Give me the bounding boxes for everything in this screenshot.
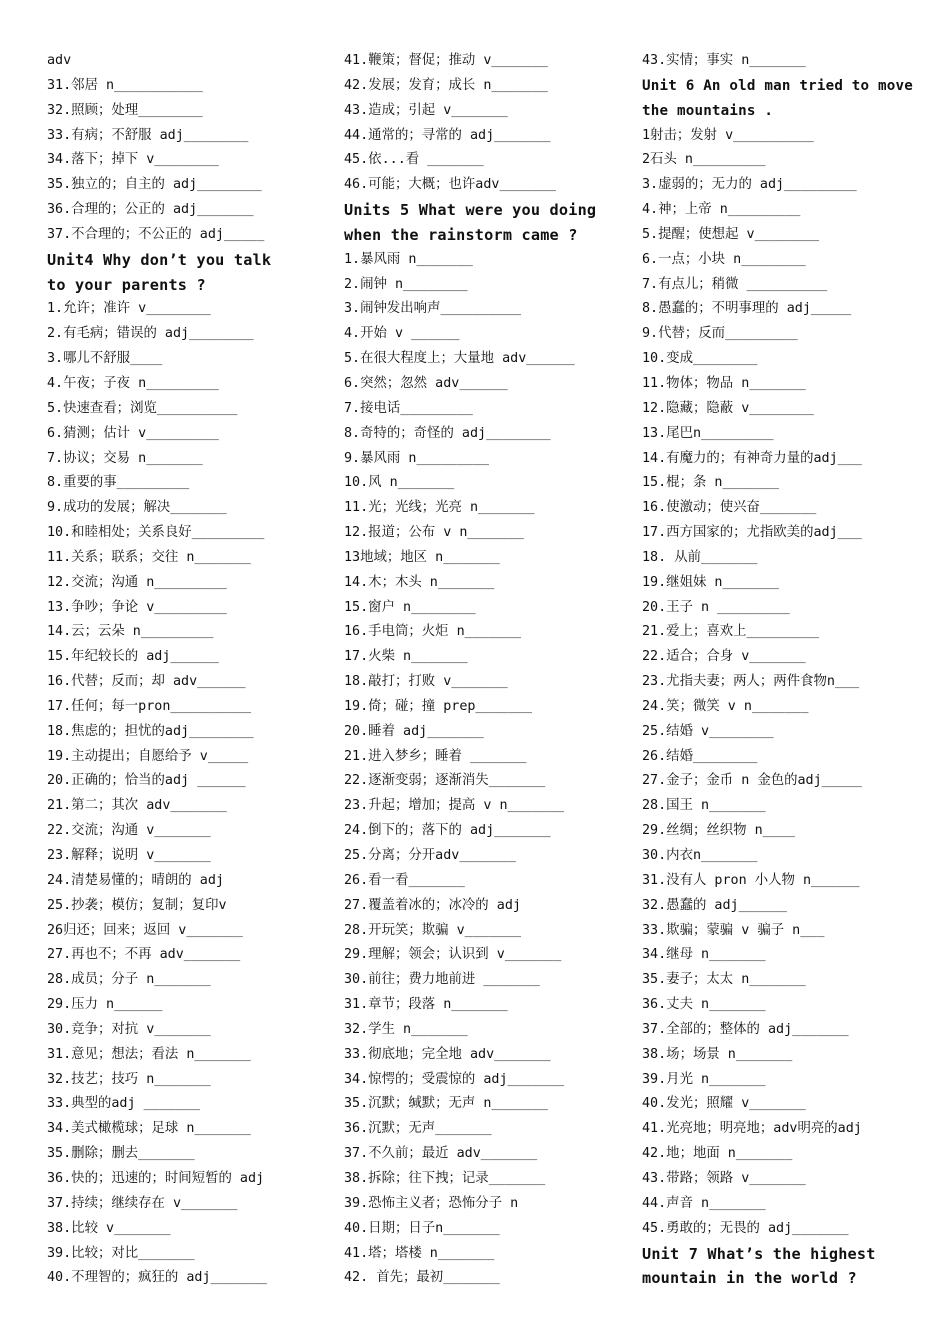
vocab-line: 31.邻居 n___________ xyxy=(47,77,203,93)
vocab-line: 26.结婚________ xyxy=(642,748,758,764)
vocab-line: 26归还；回来；返回 v_______ xyxy=(47,922,243,938)
unit-heading: Unit4 Why don’t you talk xyxy=(47,250,272,269)
vocab-line: 34.继母 n_______ xyxy=(642,947,766,963)
vocab-line: 27.再也不；不再 adv_______ xyxy=(47,947,241,963)
vocab-line: 28.国王 n_______ xyxy=(642,798,766,814)
vocab-line: 13.尾巴n_________ xyxy=(642,425,774,441)
vocab-line: 27.金子；金币 n 金色的adj_____ xyxy=(642,773,862,789)
vocab-line: 36.快的；迅速的；时间短暂的 adj xyxy=(47,1170,265,1186)
vocab-line: 11.关系；联系；交往 n_______ xyxy=(47,549,251,565)
vocab-line: 3.虚弱的；无力的 adj_________ xyxy=(642,177,857,193)
vocab-line: 21.爱上；喜欢上_________ xyxy=(642,624,820,640)
vocab-line: 37.全部的；整体的 adj_______ xyxy=(642,1021,849,1037)
vocab-line: 6.突然；忽然 adv______ xyxy=(344,375,508,391)
vocab-line: 29.压力 n______ xyxy=(47,997,163,1013)
vocab-line: 37.不合理的；不公正的 adj_____ xyxy=(47,226,265,242)
vocab-line: 4.开始 v ______ xyxy=(344,326,460,342)
vocab-line: 18.焦虑的；担忧的adj________ xyxy=(47,723,254,739)
vocab-line: 30.前往；费力地前进 _______ xyxy=(344,972,540,988)
vocab-line: 10.变成________ xyxy=(642,351,758,367)
vocab-line: 31.没有人 pron 小人物 n______ xyxy=(642,872,860,888)
vocab-line: 25.结婚 v________ xyxy=(642,723,774,739)
vocab-line: 45.勇敢的；无畏的 adj_______ xyxy=(642,1220,849,1236)
vocab-line: 37.不久前；最近 adv_______ xyxy=(344,1146,538,1162)
vocab-line: 30.内衣n_______ xyxy=(642,848,758,863)
vocab-line: 8.奇特的；奇怪的 adj________ xyxy=(344,425,551,441)
column-2 xyxy=(344,49,629,1291)
vocab-line: 40.不理智的；疯狂的 adj_______ xyxy=(47,1270,267,1286)
vocab-line: 39.月光 n_______ xyxy=(642,1071,766,1087)
vocab-line: 36.丈夫 n_______ xyxy=(642,997,766,1013)
vocab-line: 4.神；上帝 n_________ xyxy=(642,202,801,218)
vocab-line: 27.覆盖着冰的；冰冷的 adj xyxy=(344,897,521,913)
vocab-line: 12.隐藏；隐蔽 v________ xyxy=(642,400,814,416)
vocab-line: 31.意见；想法；看法 n_______ xyxy=(47,1046,251,1062)
vocab-line: 24.清楚易懂的；晴朗的 adj xyxy=(47,872,224,888)
vocab-line: 24.笑；微笑 v n_______ xyxy=(642,698,809,714)
vocab-line: 22.交流；沟通 v_______ xyxy=(47,823,211,839)
vocab-line: 28.开玩笑；欺骗 v_______ xyxy=(344,922,522,938)
column-1 xyxy=(47,49,332,1291)
vocab-line: 5.在很大程度上；大量地 adv______ xyxy=(344,351,575,367)
vocab-line: 36.沉默；无声_______ xyxy=(344,1121,492,1137)
vocab-line: 33.典型的adj _______ xyxy=(47,1096,201,1112)
vocab-line: 16.使激动；使兴奋_______ xyxy=(642,500,817,516)
vocab-line: 32.照顾；处理________ xyxy=(47,102,203,118)
vocab-line: 17.火柴 n_______ xyxy=(344,649,468,665)
vocab-line: 3.闹钟发出响声__________ xyxy=(344,301,522,317)
vocab-line: 23.升起；增加；提高 v n_______ xyxy=(344,798,564,814)
vocab-line: 29.理解；领会；认识到 v_______ xyxy=(344,947,562,963)
vocab-line: 15.年纪较长的 adj______ xyxy=(47,649,219,665)
vocab-line: 39.恐怖主义者；恐怖分子 n xyxy=(344,1195,519,1211)
vocab-line: 6.猜测；估计 v_________ xyxy=(47,425,219,441)
vocab-line: 22.逐渐变弱；逐渐消失_______ xyxy=(344,773,546,789)
vocab-line: 3.哪儿不舒服____ xyxy=(47,351,163,367)
vocab-line: 12.交流；沟通 n_________ xyxy=(47,574,227,590)
vocab-line: 44.声音 n_______ xyxy=(642,1195,766,1211)
vocab-line: 41.鞭策；督促；推动 v_______ xyxy=(344,53,548,68)
vocab-line: 1.暴风雨 n_______ xyxy=(344,251,473,267)
vocab-line: 33.有病；不舒服 adj________ xyxy=(47,127,249,143)
vocab-line: 2.有毛病；错误的 adj________ xyxy=(47,326,254,342)
vocab-line: 29.丝绸；丝织物 n____ xyxy=(642,823,795,839)
vocab-line: 37.持续；继续存在 v_______ xyxy=(47,1195,238,1211)
vocab-line: 2石头 n_________ xyxy=(642,152,766,168)
vocab-line: 32.技艺；技巧 n_______ xyxy=(47,1071,211,1087)
vocab-line: 7.接电话_________ xyxy=(344,400,473,416)
vocab-line: 35.独立的；自主的 adj________ xyxy=(47,177,262,193)
vocab-line: 18. 从前_______ xyxy=(642,549,758,565)
vocab-line: 14.云；云朵 n_________ xyxy=(47,624,214,640)
vocab-line: 20.睡着 adj_______ xyxy=(344,723,484,739)
unit-heading: mountain in the world ? xyxy=(642,1269,857,1288)
vocab-line: 9.成功的发展；解决_______ xyxy=(47,500,227,516)
vocab-line: 10.和睦相处；关系良好_________ xyxy=(47,525,265,541)
vocab-line: 43.造成；引起 v_______ xyxy=(344,102,508,118)
vocab-line: 35.删除；删去_______ xyxy=(47,1146,195,1162)
vocab-line: 21.进入梦乡；睡着 _______ xyxy=(344,748,527,764)
vocab-line: 13.争吵；争论 v_________ xyxy=(47,599,227,615)
vocab-line: 20.正确的；恰当的adj ______ xyxy=(47,773,246,789)
unit-heading: to your parents ? xyxy=(47,275,206,294)
vocab-line: 42.地；地面 n_______ xyxy=(642,1146,793,1162)
unit-heading: when the rainstorm came ? xyxy=(344,225,578,244)
vocab-line: 19.主动提出；自愿给予 v_____ xyxy=(47,748,249,764)
vocab-line: 22.适合；合身 v_______ xyxy=(642,649,806,665)
vocab-line: 44.通常的；寻常的 adj_______ xyxy=(344,127,551,143)
vocab-line: 38.场；场景 n_______ xyxy=(642,1046,793,1062)
vocab-line: 23.解释；说明 v_______ xyxy=(47,848,211,863)
vocab-line: 33.彻底地；完全地 adv_______ xyxy=(344,1046,551,1062)
column-3 xyxy=(642,49,932,1291)
vocab-line: 14.木；木头 n_______ xyxy=(344,574,495,590)
vocab-line: 43.实情；事实 n_______ xyxy=(642,53,806,68)
vocab-line: 34.惊愕的；受震惊的 adj_______ xyxy=(344,1071,564,1087)
vocab-line: 25.分离；分开adv_______ xyxy=(344,848,516,863)
vocab-line: 16.手电筒；火炬 n_______ xyxy=(344,624,522,640)
vocab-line: 2.闹钟 n________ xyxy=(344,276,468,292)
vocab-line: 7.协议；交易 n_______ xyxy=(47,450,203,466)
vocab-line: 46.可能；大概；也许adv_______ xyxy=(344,177,556,193)
vocab-line: 1射击；发射 v__________ xyxy=(642,127,814,143)
vocab-line: 40.日期；日子n_______ xyxy=(344,1220,500,1236)
unit-heading: the mountains . xyxy=(642,102,774,119)
vocab-line: 23.尤指夫妻；两人；两件食物n___ xyxy=(642,674,860,690)
vocab-line: 32.学生 n_______ xyxy=(344,1021,468,1037)
vocab-line: 42.发展；发育；成长 n_______ xyxy=(344,77,548,93)
vocab-line: 13地域；地区 n_______ xyxy=(344,549,500,565)
vocab-line: 25.抄袭；模仿；复制；复印v xyxy=(47,897,227,913)
vocab-line: 12.报道；公布 v n_______ xyxy=(344,525,524,541)
vocab-line: 8.重要的事_________ xyxy=(47,475,190,491)
vocab-line: 31.章节；段落 n_______ xyxy=(344,997,508,1013)
unit-heading: Unit 7 What’s the highest xyxy=(642,1244,876,1263)
vocab-line: 4.午夜；子夜 n_________ xyxy=(47,375,219,391)
vocab-line: 42. 首先；最初_______ xyxy=(344,1270,500,1286)
vocab-line: 8.愚蠢的；不明事理的 adj_____ xyxy=(642,301,852,317)
vocab-line: 40.发光；照耀 v_______ xyxy=(642,1096,806,1112)
vocab-line: 19.继姐妹 n_______ xyxy=(642,574,779,590)
vocab-line: 24.倒下的；落下的 adj_______ xyxy=(344,823,551,839)
vocab-line: 26.看一看_______ xyxy=(344,872,465,888)
vocab-line: 11.物体；物品 n_______ xyxy=(642,375,806,391)
vocab-line: 16.代替；反而；却 adv______ xyxy=(47,674,246,690)
vocab-line: 11.光；光线；光亮 n_______ xyxy=(344,500,535,516)
vocab-line: 39.比较；对比_______ xyxy=(47,1245,195,1261)
vocab-line: 19.倚；碰；撞 prep_______ xyxy=(344,698,532,714)
vocab-line: 34.落下；掉下 v________ xyxy=(47,152,219,168)
vocab-line: 36.合理的；公正的 adj_______ xyxy=(47,202,254,218)
vocab-line: 21.第二；其次 adv_______ xyxy=(47,798,227,814)
vocab-line: 17.西方国家的；尤指欧美的adj___ xyxy=(642,525,862,541)
vocab-line: 28.成员；分子 n_______ xyxy=(47,972,211,988)
vocab-line: 6.一点；小块 n________ xyxy=(642,251,806,267)
vocab-line: 18.敲打；打败 v_______ xyxy=(344,674,508,690)
vocab-line: 30.竞争；对抗 v_______ xyxy=(47,1021,211,1037)
vocab-line: adv xyxy=(47,53,72,68)
unit-heading: Units 5 What were you doing xyxy=(344,201,597,220)
vocab-line: 1.允许；准许 v________ xyxy=(47,301,211,317)
unit-heading: Unit 6 An old man tried to move xyxy=(642,77,913,94)
vocab-line: 34.美式橄榄球；足球 n_______ xyxy=(47,1121,251,1137)
vocab-line: 5.快速查看；浏览__________ xyxy=(47,400,238,416)
vocab-line: 45.依...看 _______ xyxy=(344,152,484,168)
vocab-line: 17.任何；每一pron__________ xyxy=(47,698,252,714)
vocab-line: 38.拆除；往下拽；记录_______ xyxy=(344,1170,546,1186)
vocab-line: 10.风 n_______ xyxy=(344,475,455,491)
vocab-line: 7.有点儿；稍微 __________ xyxy=(642,276,828,292)
vocab-line: 43.带路；领路 v_______ xyxy=(642,1170,806,1186)
vocab-line: 38.比较 v_______ xyxy=(47,1220,171,1236)
vocab-line: 14.有魔力的；有神奇力量的adj___ xyxy=(642,450,862,466)
vocab-line: 33.欺骗；蒙骗 v 骗子 n___ xyxy=(642,922,825,938)
vocab-line: 41.塔；塔楼 n_______ xyxy=(344,1245,495,1261)
vocab-line: 35.沉默；缄默；无声 n_______ xyxy=(344,1096,548,1112)
vocab-line: 5.提醒；使想起 v________ xyxy=(642,226,820,242)
vocab-line: 35.妻子；太太 n_______ xyxy=(642,972,806,988)
vocab-line: 15.窗户 n________ xyxy=(344,599,476,615)
vocab-line: 20.王子 n _________ xyxy=(642,599,790,615)
vocab-line: 9.代替；反而_________ xyxy=(642,326,798,342)
vocab-line: 15.棍；条 n_______ xyxy=(642,475,779,491)
vocab-line: 41.光亮地；明亮地；adv明亮的adj xyxy=(642,1121,862,1137)
vocab-line: 9.暴风雨 n_________ xyxy=(344,450,489,466)
vocab-line: 32.愚蠢的 adj______ xyxy=(642,897,787,913)
